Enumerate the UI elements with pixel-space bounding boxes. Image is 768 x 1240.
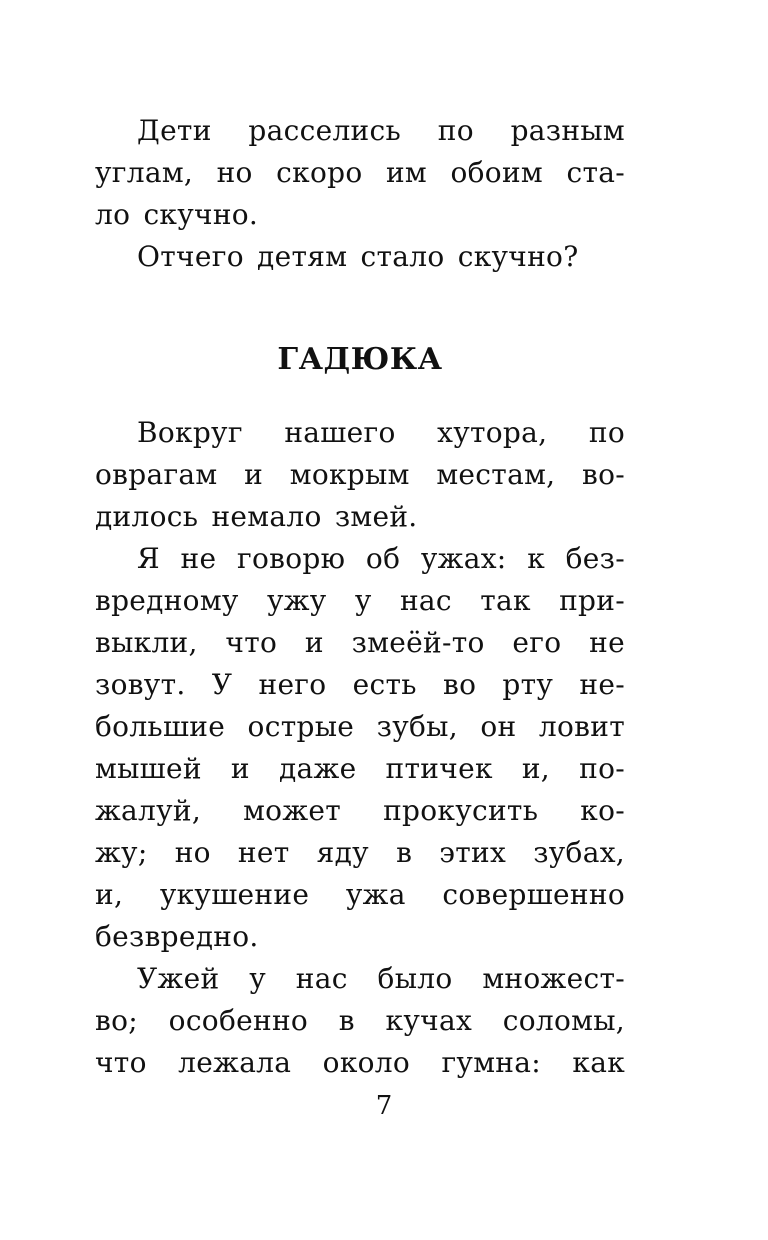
text-line: Ужей у нас было множест- (137, 962, 625, 995)
text-line: большие острые зубы, он ловит (95, 710, 625, 743)
text-line: жу; но нет яду в этих зубах, (95, 836, 625, 869)
text-line: ло скучно. (95, 198, 259, 231)
paragraph-grass-snakes (95, 538, 625, 958)
text-line: что лежала около гумна: как (95, 1046, 625, 1079)
text-line: оврагам и мокрым местам, во- (95, 458, 625, 491)
text-line: зовут. У него есть во рту не- (95, 668, 625, 701)
text-line: и, укушение ужа совершенно (95, 878, 625, 911)
text-line: безвредно. (95, 920, 259, 953)
text-line: Дети расселись по разным (137, 114, 625, 147)
text-line: вредному ужу у нас так при- (95, 584, 625, 617)
text-line: Отчего детям стало скучно? (137, 240, 579, 273)
paragraph-children-bored (95, 110, 625, 236)
paragraph-question (95, 236, 625, 278)
text-line: Вокруг нашего хутора, по (137, 416, 625, 449)
text-line: мышей и даже птичек и, по- (95, 752, 625, 785)
text-line: дилось немало змей. (95, 500, 418, 533)
page-number: 7 (375, 1091, 393, 1121)
page-content (95, 110, 625, 1084)
text-line: жалуй, может прокусить ко- (95, 794, 625, 827)
paragraph-many-snakes (95, 958, 625, 1084)
text-line: Я не говорю об ужах: к без- (137, 542, 625, 575)
text-line: углам, но скоро им обоим ста- (95, 156, 625, 189)
text-line: во; особенно в кучах соломы, (95, 1004, 625, 1037)
chapter-title: ГАДЮКА (277, 342, 443, 377)
paragraph-intro (95, 412, 625, 538)
text-line: выкли, что и змеёй-то его не (95, 626, 625, 659)
